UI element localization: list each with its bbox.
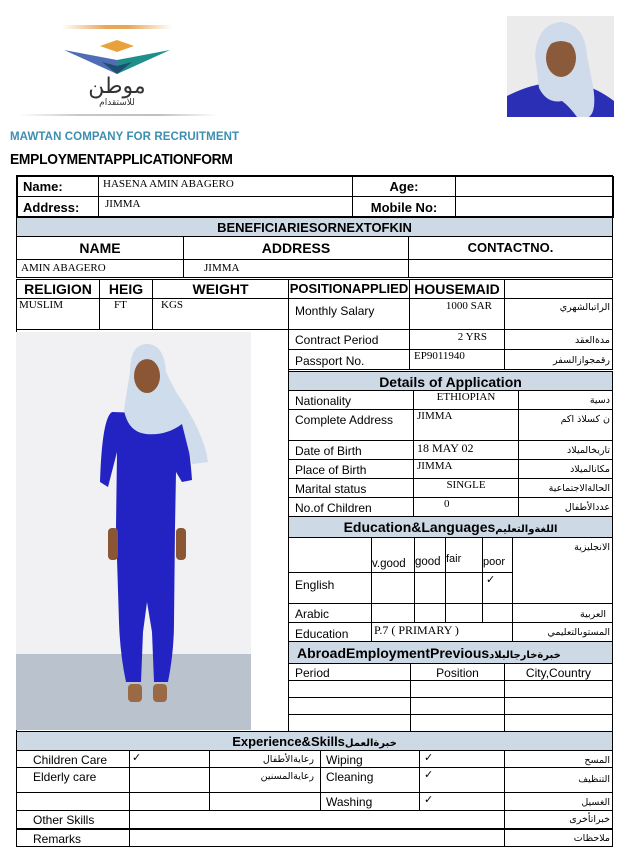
pob-value[interactable]: JIMMA	[413, 459, 519, 479]
prev-row-2-position[interactable]	[410, 697, 505, 715]
applicant-portrait-photo	[507, 16, 614, 117]
contract-period-value[interactable]: 2 YRS	[409, 329, 505, 350]
skill-children-care-label: Children Care	[16, 750, 130, 768]
education-title: Education&Languages	[343, 519, 496, 535]
monthly-salary-arabic: الراتبالشهري	[504, 298, 613, 330]
marital-status-arabic: الحالةالاجتماعية	[518, 478, 613, 498]
prev-row-2-city[interactable]	[504, 697, 613, 715]
logo-wordmark	[62, 76, 172, 108]
pob-arabic: مكانالميلاد	[518, 459, 613, 479]
prev-position-header: Position	[410, 663, 505, 681]
skill-children-care-check[interactable]: ✓	[129, 750, 210, 768]
english-poor-check[interactable]: ✓	[482, 572, 513, 604]
children-label: No.of Children	[288, 497, 414, 517]
english-fair-check[interactable]	[445, 572, 483, 604]
education-arabic: المستوىالتعليمي	[512, 622, 613, 642]
prev-row-3-city[interactable]	[504, 714, 613, 732]
logo-arabic-sub: للاستقدام	[99, 98, 135, 108]
skill-elderly-care-arabic: رعايةالمسنين	[209, 767, 321, 793]
education-value[interactable]: P.7 ( PRIMARY )	[371, 622, 513, 642]
company-logo-icon	[62, 38, 172, 78]
arabic-vgood-check[interactable]	[371, 603, 415, 623]
education-header	[288, 516, 613, 538]
skill-blank-label	[16, 792, 130, 811]
kin-name-value[interactable]: AMIN ABAGERO	[16, 259, 184, 278]
complete-address-label: Complete Address	[288, 409, 414, 441]
logo-bottom-stripe	[18, 114, 218, 116]
nationality-label: Nationality	[288, 390, 414, 410]
mobile-label: Mobile No:	[352, 196, 456, 218]
skill-cleaning-arabic: التنظيف	[504, 767, 613, 793]
monthly-salary-label: Monthly Salary	[288, 298, 410, 330]
arabic-label: Arabic	[288, 603, 372, 623]
monthly-salary-value[interactable]: 1000 SAR	[409, 298, 505, 330]
skill-wiping-arabic: المسح	[504, 750, 613, 768]
skill-washing-arabic: الغسيل	[504, 792, 613, 811]
skill-cleaning-label: Cleaning	[320, 767, 420, 793]
education-label: Education	[288, 622, 372, 642]
previous-employment-title-arabic: خبرةخارجالبلاد	[489, 650, 561, 661]
remarks-arabic: ملاحظات	[504, 828, 613, 847]
children-arabic: عددالأطفال	[518, 497, 613, 517]
religion-header: RELIGION	[16, 279, 100, 299]
arabic-good-check[interactable]	[414, 603, 446, 623]
level-fair: fair	[445, 537, 483, 573]
skills-title-arabic: خبرةالعمل	[344, 738, 397, 749]
height-value[interactable]: FT	[99, 298, 153, 330]
skill-blank-arabic	[209, 792, 321, 811]
english-arabic: الانجليزية	[512, 537, 613, 604]
skill-elderly-care-label: Elderly care	[16, 767, 130, 793]
prev-row-3-period[interactable]	[288, 714, 411, 732]
details-header: Details of Application	[288, 371, 613, 391]
skill-cleaning-check[interactable]: ✓	[419, 767, 505, 793]
kin-contact-value[interactable]	[408, 259, 613, 278]
previous-employment-header	[288, 641, 613, 664]
arabic-arabic: العربية	[512, 603, 613, 623]
prev-period-header: Period	[288, 663, 411, 681]
contract-period-label: Contract Period	[288, 329, 410, 350]
contract-period-arabic: مدةالعقد	[504, 329, 613, 350]
company-name: MAWTAN COMPANY FOR RECRUITMENT	[10, 131, 240, 143]
prev-row-2-period[interactable]	[288, 697, 411, 715]
mobile-field[interactable]	[455, 196, 614, 218]
remarks-field[interactable]	[129, 828, 505, 847]
pob-label: Place of Birth	[288, 459, 414, 479]
arabic-fair-check[interactable]	[445, 603, 483, 623]
skill-washing-check[interactable]: ✓	[419, 792, 505, 811]
form-title: EMPLOYMENTAPPLICATIONFORM	[10, 151, 233, 168]
address-label: Address:	[17, 196, 99, 218]
passport-arabic: رقمجوازالسفر	[504, 349, 613, 370]
position-applied-value: HOUSEMAID	[409, 279, 505, 299]
position-blank-cell	[504, 279, 613, 299]
religion-value[interactable]: MUSLIM	[16, 298, 100, 330]
arabic-poor-check[interactable]	[482, 603, 513, 623]
nationality-arabic: دسية	[518, 390, 613, 410]
prev-city-header: City,Country	[504, 663, 613, 681]
beneficiaries-header: BENEFICIARIESORNEXTOFKIN	[16, 217, 613, 237]
prev-row-1-period[interactable]	[288, 680, 411, 698]
language-blank-header	[288, 537, 372, 573]
complete-address-arabic: ن كسلاذ اكم	[518, 409, 613, 441]
skill-elderly-care-check[interactable]	[129, 767, 210, 793]
marital-status-value[interactable]: SINGLE	[413, 478, 519, 498]
remarks-label: Remarks	[16, 828, 130, 847]
kin-address-value[interactable]: JIMMA	[183, 259, 409, 278]
passport-value[interactable]: EP9011940	[409, 349, 505, 370]
skill-blank-check[interactable]	[129, 792, 210, 811]
kin-name-header: NAME	[16, 236, 184, 260]
weight-header: WEIGHT	[152, 279, 289, 299]
prev-row-3-position[interactable]	[410, 714, 505, 732]
previous-employment-title: AbroadEmploymentPrevious	[297, 645, 490, 661]
english-label: English	[288, 572, 372, 604]
education-title-arabic: اللغةوالتعليم	[495, 524, 558, 535]
kin-contact-header: CONTACTNO.	[408, 236, 613, 260]
dob-value[interactable]: 18 MAY 02	[413, 440, 519, 460]
position-applied-label: POSITIONAPPLIED	[288, 279, 410, 299]
other-skills-field[interactable]	[129, 810, 505, 829]
complete-address-value[interactable]: JIMMA	[413, 409, 519, 441]
passport-label: Passport No.	[288, 349, 410, 370]
level-good: good	[414, 537, 446, 573]
level-vgood: v.good	[371, 537, 415, 573]
level-poor: poor	[482, 537, 513, 573]
personal-info-table	[16, 175, 613, 217]
skills-title: Experience&Skills	[232, 734, 345, 749]
skill-wiping-check[interactable]: ✓	[419, 750, 505, 768]
skill-children-care-arabic: رعايةالأطفال	[209, 750, 321, 768]
skills-header	[16, 731, 613, 751]
english-good-check[interactable]	[414, 572, 446, 604]
prev-row-1-city[interactable]	[504, 680, 613, 698]
other-skills-arabic: خبراتأخرى	[504, 810, 613, 829]
name-field[interactable]: HASENA AMIN ABAGERO	[98, 176, 353, 197]
address-field[interactable]: JIMMA	[98, 196, 353, 218]
other-skills-label: Other Skills	[16, 810, 130, 829]
applicant-full-body-photo	[16, 332, 251, 730]
kin-address-header: ADDRESS	[183, 236, 409, 260]
weight-value[interactable]: KGS	[152, 298, 289, 330]
children-value[interactable]: 0	[413, 497, 519, 517]
nationality-value[interactable]: ETHIOPIAN	[413, 390, 519, 410]
logo-top-stripe	[62, 25, 172, 29]
skill-wiping-label: Wiping	[320, 750, 420, 768]
skill-washing-label: Washing	[320, 792, 420, 811]
dob-arabic: تاريخالميلاد	[518, 440, 613, 460]
logo-arabic-main: موطن	[88, 74, 146, 99]
english-vgood-check[interactable]	[371, 572, 415, 604]
prev-row-1-position[interactable]	[410, 680, 505, 698]
dob-label: Date of Birth	[288, 440, 414, 460]
age-label: Age:	[352, 176, 456, 197]
name-label: Name:	[17, 176, 99, 197]
marital-status-label: Marital status	[288, 478, 414, 498]
height-header: HEIG	[99, 279, 153, 299]
age-field[interactable]	[455, 176, 614, 197]
